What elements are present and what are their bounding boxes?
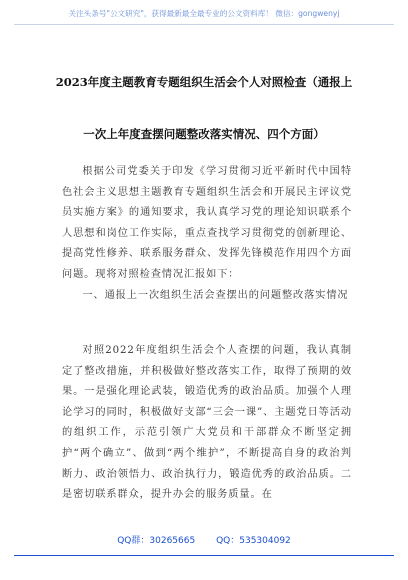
paragraph-rectification: 对照2022年度组织生活会个人查摆的问题，我认真制定了整改措施，并积极做好整改落实工作，取得了预期的效果。一是强化理论武装，锻造优秀的政治品质。加强个人理论学习的同时，积极做好支部“三会一课”、主题党日等活动的组织工作，示范引领广大党员和干部群众不断坚定拥护“两个确立”、做到“两个维护”，不断提高自身的政治判断力、政治领悟力、政治执行力，锻造优秀的政治品质。二是密切联系群众，提升办会的服务质量。在: [62, 345, 352, 501]
document-title-line-1: 2023年度主题教育专题组织生活会个人对照检查（通报上: [55, 75, 353, 89]
footer-contacts: [0, 533, 408, 546]
paragraph-intro: 根据公司党委关于印发《学习贯彻习近平新时代中国特色社会主义思想主题教育专题组织生活会和开展民主评议党员实施方案》的通知要求，我认真学习党的理论知识联系个人思想和岗位工作实际，重点查找学习贯彻党的创新理论、提高党性修养、联系服务群众、发挥先锋模范作用四个方面问题。现将对照检查情况汇报如下：: [62, 166, 352, 280]
qq-number: QQ：535304092: [216, 536, 291, 546]
qq-group: QQ群：30265665: [117, 536, 196, 546]
document-body-upper: [62, 162, 352, 306]
footer-divider: [14, 555, 394, 556]
section-heading-1: 一、通报上一次组织生活会查摆出的问题整改落实情况: [82, 289, 349, 301]
header-promo: 关注头条号"公文研究"，获得最新最全最专业的公文资料库！ 微信：gongwenyj: [68, 9, 340, 18]
header-divider: [14, 24, 394, 25]
document-body-lower: [62, 341, 352, 506]
document-title-line-2: 一次上年度查摆问题整改落实情况、四个方面）: [83, 127, 325, 141]
